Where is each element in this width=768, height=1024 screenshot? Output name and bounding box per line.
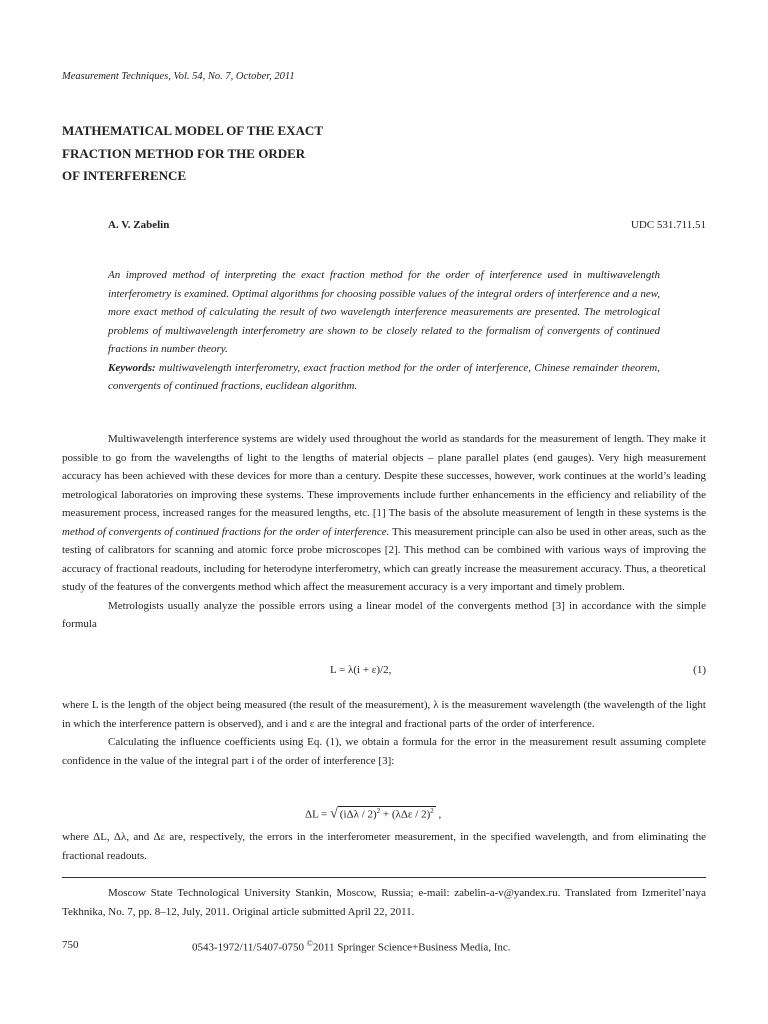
footnote-divider (62, 877, 706, 878)
title-line-1: MATHEMATICAL MODEL OF THE EXACT (62, 123, 323, 138)
issn-code: 0543-1972/11/5407-0750 (192, 941, 307, 954)
keywords-text: multiwavelength interferometry, exact fraction method for the order of interference, Chinese remainder theorem, convergents of continued fractions, euclidean algorithm. (108, 361, 660, 392)
paper-title (62, 120, 482, 188)
equation-1-number: (1) (693, 664, 706, 676)
journal-header: Measurement Techniques, Vol. 54, No. 7, October, 2011 (62, 71, 295, 82)
copyright-line (192, 939, 511, 954)
paragraph-definitions: where L is the length of the object being measured (the result of the measurement), λ is the measurement wavelength (the wavelength of the light in which the interference pattern is observed), and i and ε are the integral and fractional parts of the order of interference. (62, 699, 706, 730)
keywords-label: Keywords: (108, 361, 156, 374)
publisher-text: 2011 Springer Science+Business Media, Inc. (312, 941, 511, 954)
equation-2-term-1: (iΔλ / 2) (339, 808, 377, 821)
author-name: A. V. Zabelin (108, 219, 170, 231)
body-section-1 (62, 430, 706, 634)
equation-2-term-2: (λΔε / 2) (391, 808, 431, 821)
equation-2: ΔL = √ (iΔλ / 2)$^2$ + (λΔε / 2)$^2$ , (305, 806, 442, 822)
paragraph-intro-emphasis: method of convergents of continued fractions for the order of interference. (62, 525, 390, 538)
paragraph-intro-part-b: This measurement principle can also be used in other areas, such as the testing of calibrators for scanning and atomic force probe microscopes [2]. This method can be combined with various ways of improving the accuracy of fractional readouts, including for heterodyne interferometry, which can greatly increase the measurement accuracy. Thus, a theoretical study of the features of the convergents method which affect the measurement accuracy is a very important and timely problem. (62, 525, 707, 593)
page-number: 750 (62, 939, 79, 951)
copyright-symbol: © (306, 939, 313, 948)
paragraph-intro-part-a: Multiwavelength interference systems are widely used throughout the world as standards for the measurement of length. They make it possible to go from the wavelengths of light to the lengths of material objects – plane parallel plates (end gauges). Very high measurement accuracy has been achieved with these devices for more than a century. Despite these successes, however, work continues at the world’s leading metrological laboratories on improving these systems. These improvements include further enhancements in the efficiency and reliability of the measurement process, increased ranges for the measured lengths, etc. [1] The basis of the absolute measurement of length in these systems is the (62, 433, 706, 519)
paragraph-error-definitions: where ΔL, Δλ, and Δε are, respectively, the errors in the interferometer measurement, in the specified wavelength, and from eliminating the fractional readouts. (62, 831, 706, 862)
abstract-text: An improved method of interpreting the exact fraction method for the order of interference used in multiwavelength interferometry is examined. Optimal algorithms for choosing possible values of the integral orders of interference and a new, more exact method of calculating the result of two wavelength interference measurements are presented. The metrological problems of multiwavelength interferometry are shown to be closely related to the formalism of convergents of continued fractions in number theory. (108, 269, 660, 355)
equation-2-radicand (338, 806, 436, 821)
paragraph-intro (62, 430, 706, 597)
equation-2-plus: + (380, 808, 392, 821)
footnote (62, 884, 706, 921)
footnote-text: Moscow State Technological University Stankin, Moscow, Russia; e-mail: zabelin-a-v@yandex.ru. Translated from Izmeritel’naya Tekhnika, No. 7, pp. 8–12, July, 2011. Original article submitted April 22, 2011. (62, 887, 706, 918)
title-line-2: FRACTION METHOD FOR THE ORDER (62, 145, 306, 161)
paragraph-formula-intro: Metrologists usually analyze the possible errors using a linear model of the convergents method [3] in accordance with the simple formula (62, 599, 706, 630)
equation-2-lhs: ΔL = (305, 808, 331, 821)
equation-2-end: , (435, 808, 442, 821)
abstract (108, 266, 660, 396)
body-section-3 (62, 828, 706, 865)
equation-2-exponent-1: 2 (376, 807, 381, 815)
udc-code: UDC 531.711.51 (630, 219, 706, 231)
body-section-2 (62, 696, 706, 770)
paragraph-influence: Calculating the influence coefficients using Eq. (1), we obtain a formula for the error in the measurement result assuming complete confidence in the value of the integral part i of the order of interference [3]: (62, 736, 706, 767)
title-line-3: OF INTERFERENCE (62, 168, 187, 183)
equation-2-exponent-2: 2 (430, 807, 434, 815)
equation-1: L = λ(i + ε)/2, (330, 664, 392, 676)
